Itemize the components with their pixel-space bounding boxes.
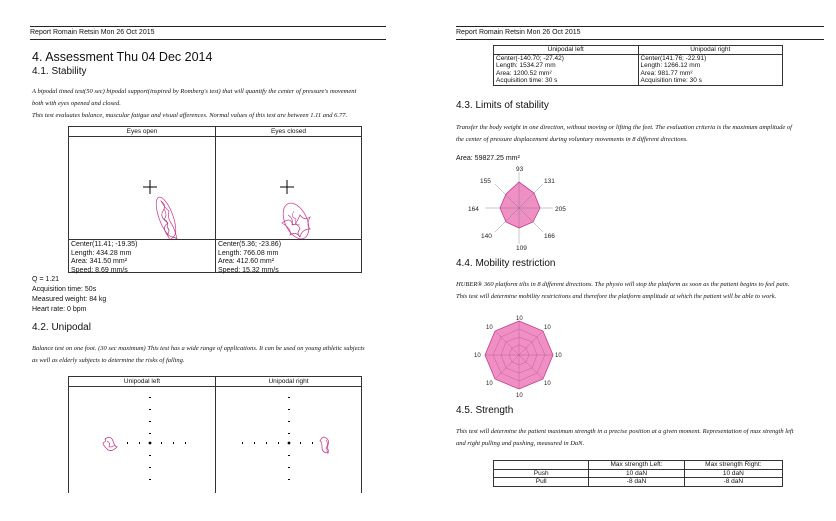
unipodal-desc-line1: Balance test on one foot. (30 sec maximum) This test has a wide range of applications. It can be used on young athletic subjects xyxy=(32,345,365,352)
unipodal-left-length: Length: 1534.27 mm xyxy=(496,62,556,69)
eyes-open-area: Area: 341.50 mm² xyxy=(71,258,128,266)
page-header: Report Romain Retsin Mon 26 Oct 2015 xyxy=(30,26,386,40)
stability-desc-line3: This test evaluates balance, muscular fatigue and visual afferences. Normal values of this test are between 1.11 and 6.77. xyxy=(32,112,348,119)
eyes-closed-plot xyxy=(216,137,361,239)
eyes-open-speed: Speed: 8.69 mm/s xyxy=(71,266,128,274)
eyes-closed-speed: Speed: 15.32 mm/s xyxy=(218,266,279,274)
mobility-label-nw: 10 xyxy=(486,325,493,331)
stability-panel xyxy=(68,126,362,273)
mobility-label-sw: 10 xyxy=(486,381,493,387)
strength-pull-left: -8 daN xyxy=(589,478,684,487)
eyes-open-plot xyxy=(69,137,215,239)
heart-rate: Heart rate: 0 bpm xyxy=(32,306,87,313)
limits-heading: 4.3. Limits of stability xyxy=(456,100,549,111)
mobility-label-se: 10 xyxy=(544,381,551,387)
unipodal-left-area: Area: 1200.52 mm² xyxy=(496,69,552,77)
eyes-closed-area: Area: 412.60 mm² xyxy=(218,258,275,266)
strength-left-head: Max strength Left: xyxy=(589,461,684,470)
eyes-closed-stats xyxy=(218,241,281,275)
unipodal-right-cell xyxy=(638,54,783,85)
strength-desc-line1: This test will determine the patient maximum strength in a precise position at a given moment. Representation of max strength left xyxy=(456,428,794,435)
strength-empty-head xyxy=(494,461,589,470)
mobility-radar xyxy=(468,315,578,405)
crosshair-icon xyxy=(143,180,157,194)
unipodal-right-plot xyxy=(216,387,361,493)
unipodal-heading: 4.2. Unipodal xyxy=(32,322,91,333)
unipodal-right-head: Unipodal right xyxy=(638,46,783,55)
unipodal-desc-line2: as well as elderly subjects to determine the risks of falling. xyxy=(32,357,185,364)
page-header-right: Report Romain Retsin Mon 26 Oct 2015 xyxy=(456,26,824,40)
measured-weight: Measured weight: 84 kg xyxy=(32,296,107,303)
eyes-open-stats xyxy=(71,241,137,275)
stability-summary xyxy=(32,275,106,315)
limits-area: Area: 59827.25 mm² xyxy=(456,155,520,162)
assessment-title: 4. Assessment Thu 04 Dec 2014 xyxy=(32,50,213,64)
limits-desc-line2: the center of pressure displacement during voluntary movements in 8 different directions. xyxy=(456,136,688,143)
limits-label-se: 166 xyxy=(544,233,555,240)
limits-label-nw: 155 xyxy=(480,178,491,185)
mobility-label-w: 10 xyxy=(474,353,481,359)
mobility-heading: 4.4. Mobility restriction xyxy=(456,258,556,269)
unipodal-description xyxy=(32,343,392,367)
eyes-closed-center: Center(5.36; -23.86) xyxy=(218,241,282,248)
unipodal-left-head: Unipodal left xyxy=(494,46,639,55)
mobility-label-s: 10 xyxy=(516,393,523,399)
stability-heading: 4.1. Stability xyxy=(32,66,87,77)
strength-description xyxy=(456,426,826,450)
limits-radar xyxy=(448,162,608,252)
strength-desc-line2: and right pulling and pushing, measured in DaN. xyxy=(456,440,585,447)
unipodal-right-label: Unipodal right xyxy=(216,377,361,387)
strength-pull-right: -8 daN xyxy=(684,478,782,487)
strength-right-head: Max strength Right: xyxy=(684,461,782,470)
stability-desc-line1: A bipodal timed test(50 sec) bipodal support(inspired by Romberg's test) that will quantify the center of pressure's movement xyxy=(32,88,357,95)
unipodal-right-length: Length: 1266.12 mm xyxy=(640,62,701,69)
stability-desc-line2: both with eyes opened and closed. xyxy=(32,100,121,107)
limits-label-w: 164 xyxy=(468,206,479,213)
mobility-desc-line2: This test will determine mobility restrictions and therefore the platform amplitude at which the patient will be able to work. xyxy=(456,293,777,300)
eyes-open-center: Center(11.41; -19.35) xyxy=(71,241,138,248)
unipodal-left-cell xyxy=(494,54,639,85)
mobility-desc-line1: HUBER® 360 platform tilts in 8 different directions. The physio will stop the platform as soon as the patient begins to feel pain. xyxy=(456,281,790,288)
limits-label-n: 93 xyxy=(516,166,524,173)
unipodal-left-label: Unipodal left xyxy=(69,377,215,387)
limits-desc-line1: Transfer the body weight in one direction, without moving or lifting the feet. The evaluation criteria is the maximum amplitude of xyxy=(456,124,792,131)
strength-pull-label: Pull xyxy=(494,478,589,487)
strength-push-right: 10 daN xyxy=(684,469,782,478)
limits-label-sw: 140 xyxy=(481,233,492,240)
table-row xyxy=(494,478,783,487)
unipodal-left-acq: Acquisition time: 30 s xyxy=(496,77,558,84)
strength-heading: 4.5. Strength xyxy=(456,405,514,416)
unipodal-results-table xyxy=(493,45,783,86)
strength-table xyxy=(493,460,783,487)
crosshair-icon xyxy=(280,180,294,194)
acquisition-time: Acquisition time: 50s xyxy=(32,286,97,293)
eyes-open-label: Eyes open xyxy=(69,127,216,137)
mobility-label-n: 10 xyxy=(516,316,523,322)
limits-label-s: 109 xyxy=(516,245,527,252)
mobility-description xyxy=(456,279,826,303)
strength-push-label: Push xyxy=(494,469,589,478)
unipodal-right-acq: Acquisition time: 30 s xyxy=(640,77,702,84)
unipodal-left-plot xyxy=(69,387,215,493)
unipodal-right-center: Center(141.76; -22.91) xyxy=(640,54,707,62)
unipodal-left-center: Center(-140.70; -27.42) xyxy=(496,54,564,62)
q-value: Q = 1.21 xyxy=(32,276,60,283)
strength-push-left: 10 daN xyxy=(589,469,684,478)
eyes-closed-label: Eyes closed xyxy=(216,127,361,137)
left-page xyxy=(12,0,392,521)
unipodal-right-area: Area: 981.77 mm² xyxy=(640,69,693,77)
mobility-label-e: 10 xyxy=(555,353,562,359)
eyes-closed-length: Length: 766.08 mm xyxy=(218,249,279,257)
eyes-open-length: Length: 434.28 mm xyxy=(71,249,132,257)
stability-description xyxy=(32,86,392,122)
limits-description xyxy=(456,122,826,146)
limits-label-ne: 131 xyxy=(544,178,555,185)
mobility-label-ne: 10 xyxy=(544,325,551,331)
table-row xyxy=(494,469,783,478)
limits-label-e: 205 xyxy=(555,206,566,213)
unipodal-panel xyxy=(68,376,362,493)
right-page xyxy=(448,0,828,521)
